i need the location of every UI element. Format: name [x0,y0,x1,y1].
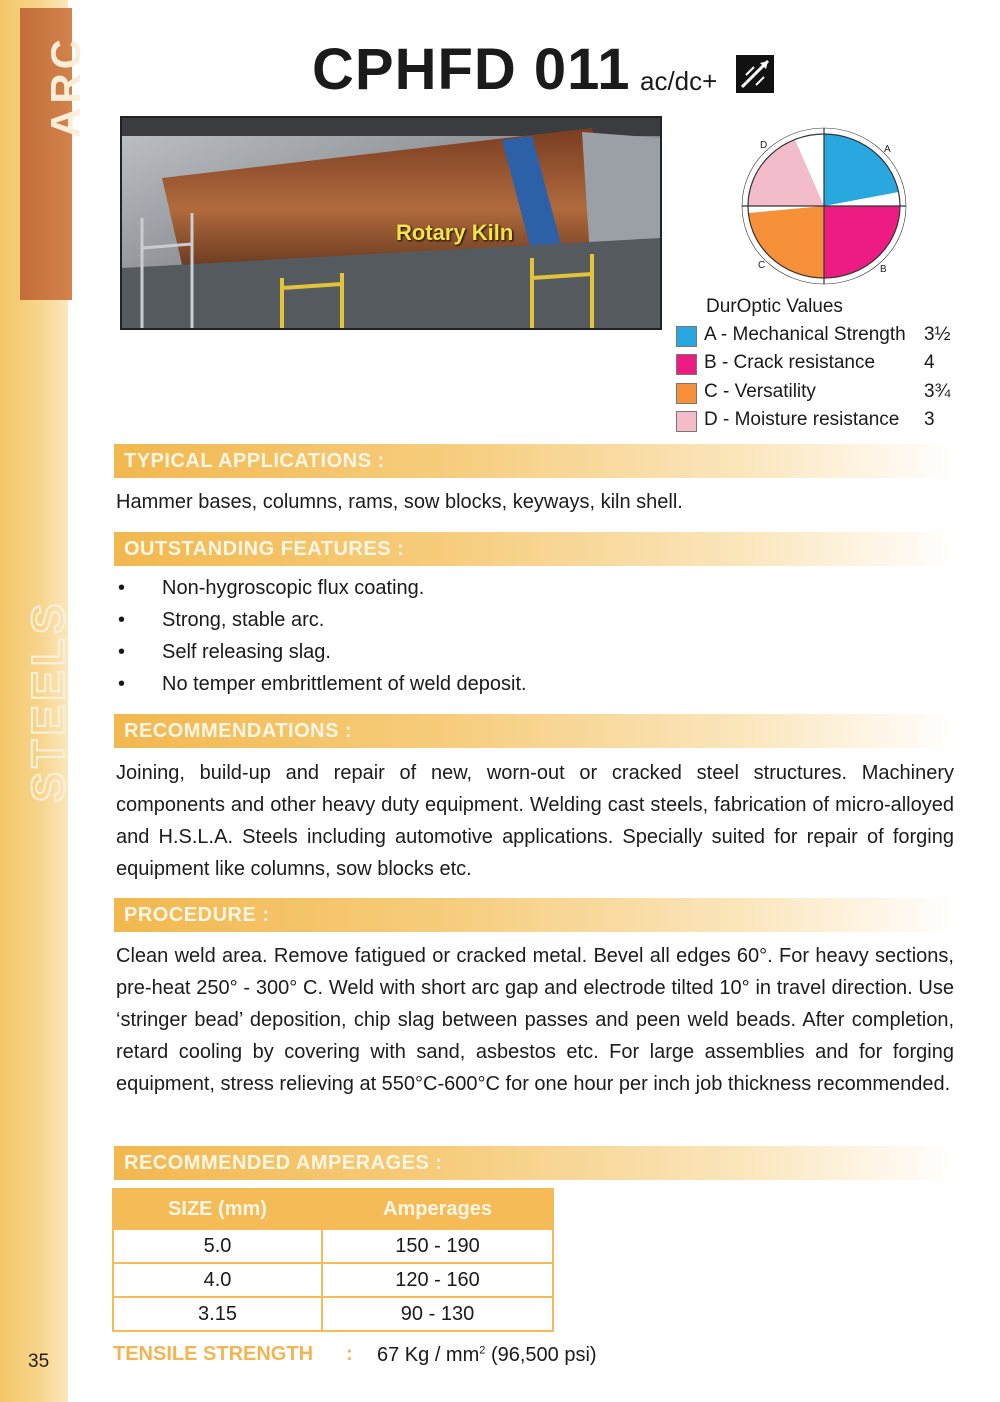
list-item: • No temper embrittlement of weld deposit. [116,668,816,700]
table-header-row [113,1189,553,1229]
duroptic-dial [734,120,914,286]
dial-label-c: C [758,260,766,271]
legend-swatch [676,383,697,404]
legend-value: 3¾ [924,381,951,402]
table-cell: 150 - 190 [322,1229,553,1263]
applications-text: Hammer bases, columns, rams, sow blocks, keyways, kiln shell. [116,491,683,513]
legend-label: D - Moisture resistance [704,409,900,430]
section-heading-features [114,532,956,566]
legend-value: 3 [924,409,935,430]
dial-label-d: D [760,140,768,151]
section-heading-amperages [114,1146,956,1180]
dial-label-a: A [884,144,891,155]
section-label: ARC [42,35,89,138]
product-photo [120,116,662,330]
list-item: • Strong, stable arc. [116,604,816,636]
tensile-value-psi: (96,500 psi) [485,1344,597,1366]
heading-text: RECOMMENDED AMPERAGES : [124,1152,443,1174]
section-tab [20,8,89,300]
section-heading-applications [114,444,956,478]
page-number: 35 [28,1351,50,1372]
procedure-text: Clean weld area. Remove fatigued or cracked metal. Bevel all edges 60°. For heavy sections, pre-heat 250° - 300° C. Weld with short arc gap and electrode tilted 10° in travel direction. Use ‘stringer bead’ deposition, chip slag between passes and peen weld beads. After completion, retard cooling by covering with sand, asbestos etc. For large assemblies and for forging equipment, stress relieving at 550°C-600°C for one hour per inch job thickness recommended. [116,945,954,1095]
list-item: • Non-hygroscopic flux coating. [116,572,816,604]
features-list [116,572,816,700]
tensile-value-main: 67 Kg / mm [377,1344,480,1366]
photo-caption: Rotary Kiln [396,220,514,245]
electrode-polarity-icon [736,55,774,93]
tensile-strength-value [377,1344,597,1367]
legend-swatch [676,411,697,432]
heading-text: TYPICAL APPLICATIONS : [124,450,385,472]
table-cell: 4.0 [113,1263,322,1297]
table-cell: 5.0 [113,1229,322,1263]
table-cell: 90 - 130 [322,1297,553,1331]
current-type: ac/dc+ [640,66,718,96]
column-header: Amperages [322,1189,553,1229]
tensile-strength-label: TENSILE STRENGTH [113,1343,314,1365]
table-row [113,1297,553,1331]
table-row [113,1229,553,1263]
product-title: CPHFD 011 [312,37,631,102]
legend-value: 3½ [924,324,951,345]
legend-label: A - Mechanical Strength [704,324,906,345]
table-cell: 120 - 160 [322,1263,553,1297]
legend-swatch [676,326,697,347]
legend-swatch [676,354,697,375]
tensile-strength-colon: : [346,1343,353,1365]
column-header: SIZE (mm) [113,1189,322,1229]
heading-text: RECOMMENDATIONS : [124,720,353,742]
legend-title: DurOptic Values [706,296,843,317]
heading-text: OUTSTANDING FEATURES : [124,538,405,560]
dial-sector [824,206,900,278]
dial-label-b: B [880,264,887,275]
category-label: STEELS [22,599,74,803]
table-cell: 3.15 [113,1297,322,1331]
list-item: • Self releasing slag. [116,636,816,668]
side-strip [0,0,89,1402]
heading-text: PROCEDURE : [124,904,270,926]
tensile-value-exponent: 2 [479,1344,486,1357]
legend-value: 4 [924,352,935,373]
amperage-table [112,1188,554,1332]
section-heading-recommendations [114,714,956,748]
table-row [113,1263,553,1297]
legend-label: B - Crack resistance [704,352,876,373]
recommendations-text: Joining, build-up and repair of new, worn-out or cracked steel structures. Machinery components and other heavy duty equipment. Welding cast steels, fabrication of micro-alloyed and H.S.L.A. Steels including automotive applications. Specially suited for repair of forging equipment like columns, sow blocks etc. [116,762,954,880]
legend-label: C - Versatility [704,381,816,402]
section-heading-procedure [114,898,956,932]
